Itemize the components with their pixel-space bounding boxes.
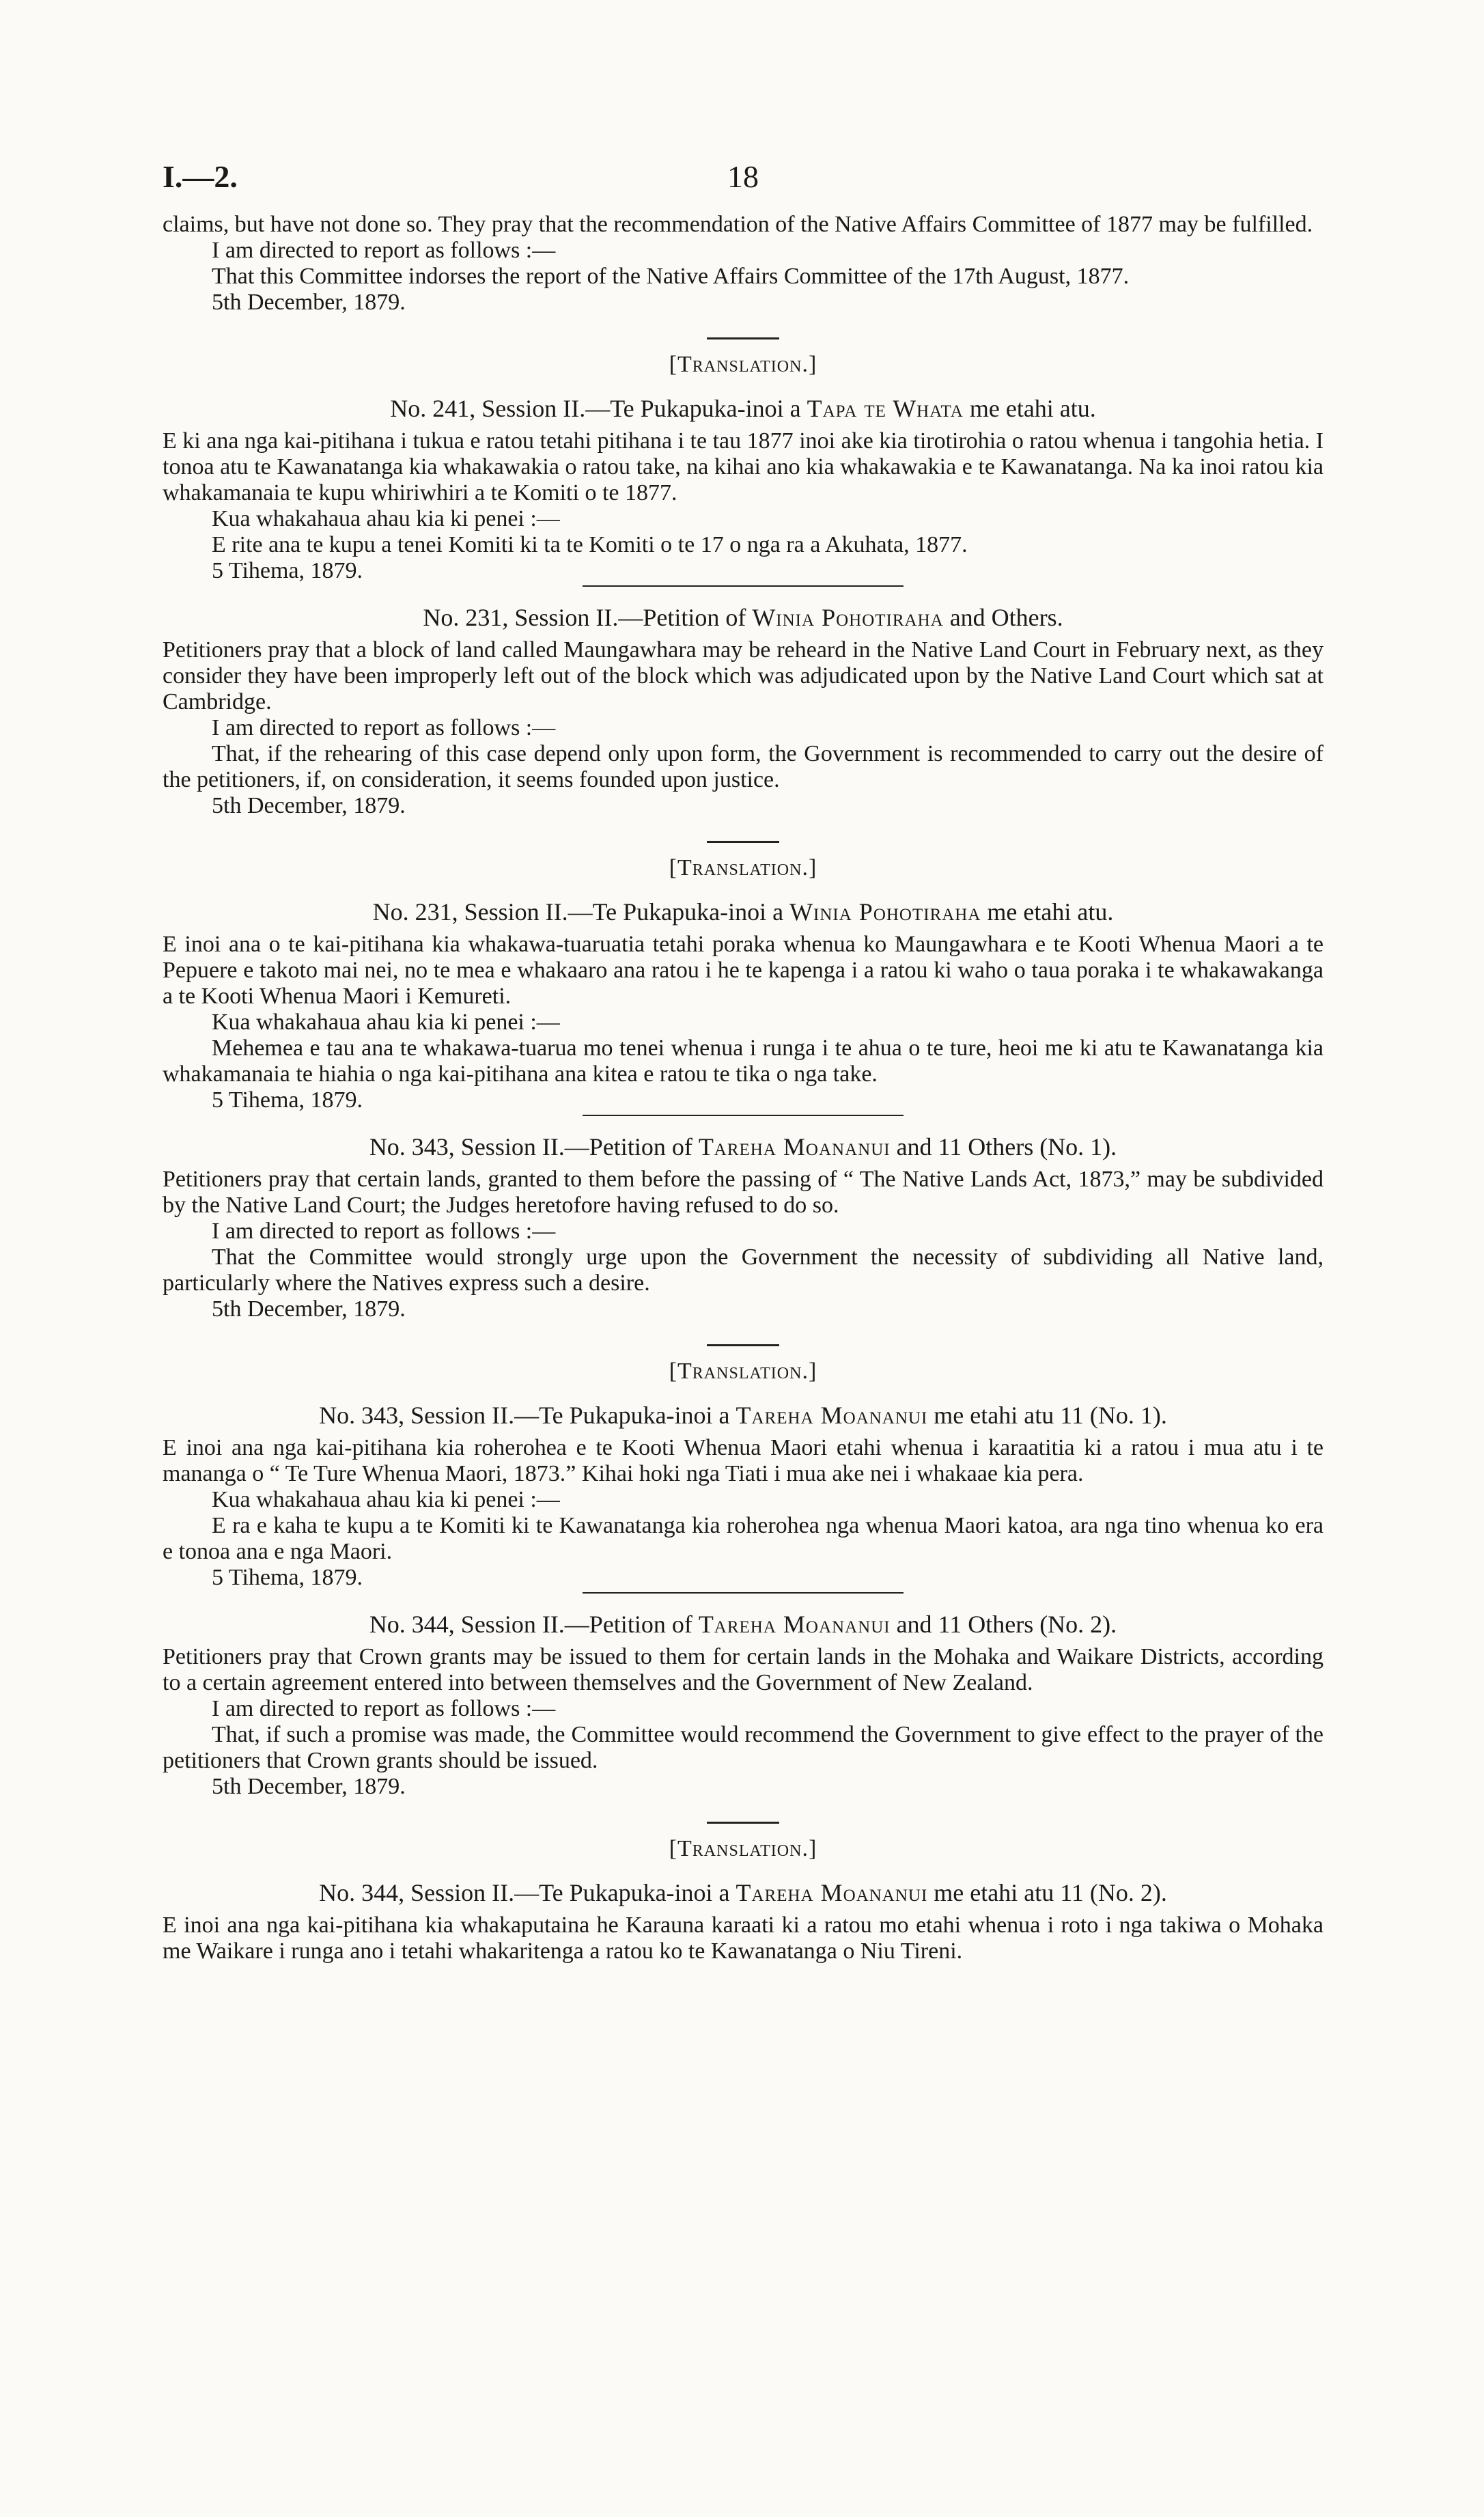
report-date: 5th December, 1879. [212,1774,406,1799]
intro-text: claims, but have not done so. They pray that the recommendation of the Native Affairs Committee of 1877 may be fulfilled. [163,212,1313,237]
petition-heading: No. 231, Session II.—Te Pukapuka-inoi a Winia Pohotiraha me etahi atu. [372,898,1114,926]
translation-label: [Translation.] [669,1836,817,1861]
report-date: 5th December, 1879. [212,1296,406,1322]
translation-label: [Translation.] [669,855,817,880]
document-page [163,159,1324,1971]
report-text: E ra e kaha te kupu a te Komiti ki te Kawanatanga kia roherohea nga whenua Maori katoa, ara nga tino whenua ko era e tonoa ana e nga Maori. [163,1513,1324,1564]
report-date: 5 Tihema, 1879. [212,558,363,583]
petition-heading: No. 343, Session II.—Petition of Tareha Moananui and 11 Others (No. 1). [369,1133,1117,1160]
petition-text: Petitioners pray that certain lands, granted to them before the passing of “ The Native Lands Act, 1873,” may be subdivided by the Native Land Court; the Judges heretofore having refused to do so. [163,1167,1324,1218]
petition-text: Petitioners pray that a block of land called Maungawhara may be reheard in the Native Land Court in February next, as they consider they have been improperly left out of the block which was adjudicated upon by the Native Land Court which sat at Cambridge. [163,637,1324,714]
section-divider [707,841,779,843]
page-header [163,159,1324,212]
petition-text: E inoi ana nga kai-pitihana kia roherohea e te Kooti Whenua Maori etahi whenua i karaatitia ki a ratou i mua atu i te mananga o “ Te Ture Whenua Maori, 1873.” Kihai hoki nga Tiati i mua ake nei i whakaae kia pera. [163,1435,1324,1486]
section-separator [583,1592,904,1594]
report-date: 5 Tihema, 1879. [212,1087,363,1113]
report-directed: Kua whakahaua ahau kia ki penei :— [212,1487,560,1512]
section-separator [583,1115,904,1116]
translation-label: [Translation.] [669,1359,817,1384]
report-directed: Kua whakahaua ahau kia ki penei :— [212,506,560,531]
section-separator [583,585,904,587]
document-reference: I.—2. [163,159,238,194]
petition-text: E inoi ana o te kai-pitihana kia whakawa-tuaruatia tetahi poraka whenua ko Maungawhara e te Kooti Whenua Maori a te Pepuere e takoto mai nei, no te mea e whakaaro ana ratou i he te kapenga i a ratou ki waho o taua poraka i te whakawakanga a te Kooti Whenua Maori i Kemureti. [163,932,1324,1009]
report-date: 5 Tihema, 1879. [212,1565,363,1590]
section-divider [707,337,779,339]
intro-date: 5th December, 1879. [212,290,406,315]
report-directed: Kua whakahaua ahau kia ki penei :— [212,1010,560,1035]
translation-label: [Translation.] [669,352,817,377]
page-number: 18 [727,159,759,194]
petition-heading: No. 344, Session II.—Te Pukapuka-inoi a Tareha Moananui me etahi atu 11 (No. 2). [319,1879,1167,1906]
report-date: 5th December, 1879. [212,793,406,818]
report-directed: I am directed to report as follows :— [212,1219,556,1244]
petition-text: Petitioners pray that Crown grants may be issued to them for certain lands in the Mohaka and Waikare Districts, according to a certain agreement entered into between themselves and the Government of New Zealand. [163,1644,1324,1695]
petition-heading: No. 343, Session II.—Te Pukapuka-inoi a Tareha Moananui me etahi atu 11 (No. 1). [319,1402,1167,1429]
petition-heading: No. 231, Session II.—Petition of Winia Pohotiraha and Others. [423,604,1063,631]
petition-text: E ki ana nga kai-pitihana i tukua e ratou tetahi pitihana i te tau 1877 inoi ake kia tirotirohia o ratou whenua i tangohia hetia. I tonoa atu te Kawanatanga kia whakawakia o ratou take, na kihai ano kia whakawakia e te Kawanatanga. Na ka inoi ratou kia whakamanaia te kupu whiriwhiri a te Komiti o te 1877. [163,428,1324,505]
section-divider [707,1822,779,1824]
report-text: That, if the rehearing of this case depend only upon form, the Government is recommended to carry out the desire of the petitioners, if, on consideration, it seems founded upon justice. [163,741,1324,792]
petition-heading: No. 241, Session II.—Te Pukapuka-inoi a Tapa te Whata me etahi atu. [390,395,1096,422]
report-text: E rite ana te kupu a tenei Komiti ki ta te Komiti o te 17 o nga ra a Akuhata, 1877. [212,532,968,557]
intro-directed: I am directed to report as follows :— [212,238,556,263]
report-text: That the Committee would strongly urge upon the Government the necessity of subdividing all Native land, particularly where the Natives express such a desire. [163,1244,1324,1296]
report-text: Mehemea e tau ana te whakawa-tuarua mo tenei whenua i runga i te ahua o te ture, heoi me ki atu te Kawanatanga kia whakamanaia te hiahia o nga kai-pitihana ana kitea e ratou te tika o nga take. [163,1035,1324,1087]
report-directed: I am directed to report as follows :— [212,715,556,740]
intro-report: That this Committee indorses the report of the Native Affairs Committee of the 17th August, 1877. [212,264,1130,289]
report-text: That, if such a promise was made, the Committee would recommend the Government to give effect to the prayer of the petitioners that Crown grants should be issued. [163,1722,1324,1773]
report-directed: I am directed to report as follows :— [212,1696,556,1721]
petition-text: E inoi ana nga kai-pitihana kia whakaputaina he Karauna karaati ki a ratou mo etahi whenua i roto i nga takiwa o Mohaka me Waikare i runga ano i tetahi whakaritenga a ratou ko te Kawanatanga o Niu Tireni. [163,1913,1324,1964]
petition-heading: No. 344, Session II.—Petition of Tareha Moananui and 11 Others (No. 2). [369,1611,1117,1638]
section-divider [707,1344,779,1346]
